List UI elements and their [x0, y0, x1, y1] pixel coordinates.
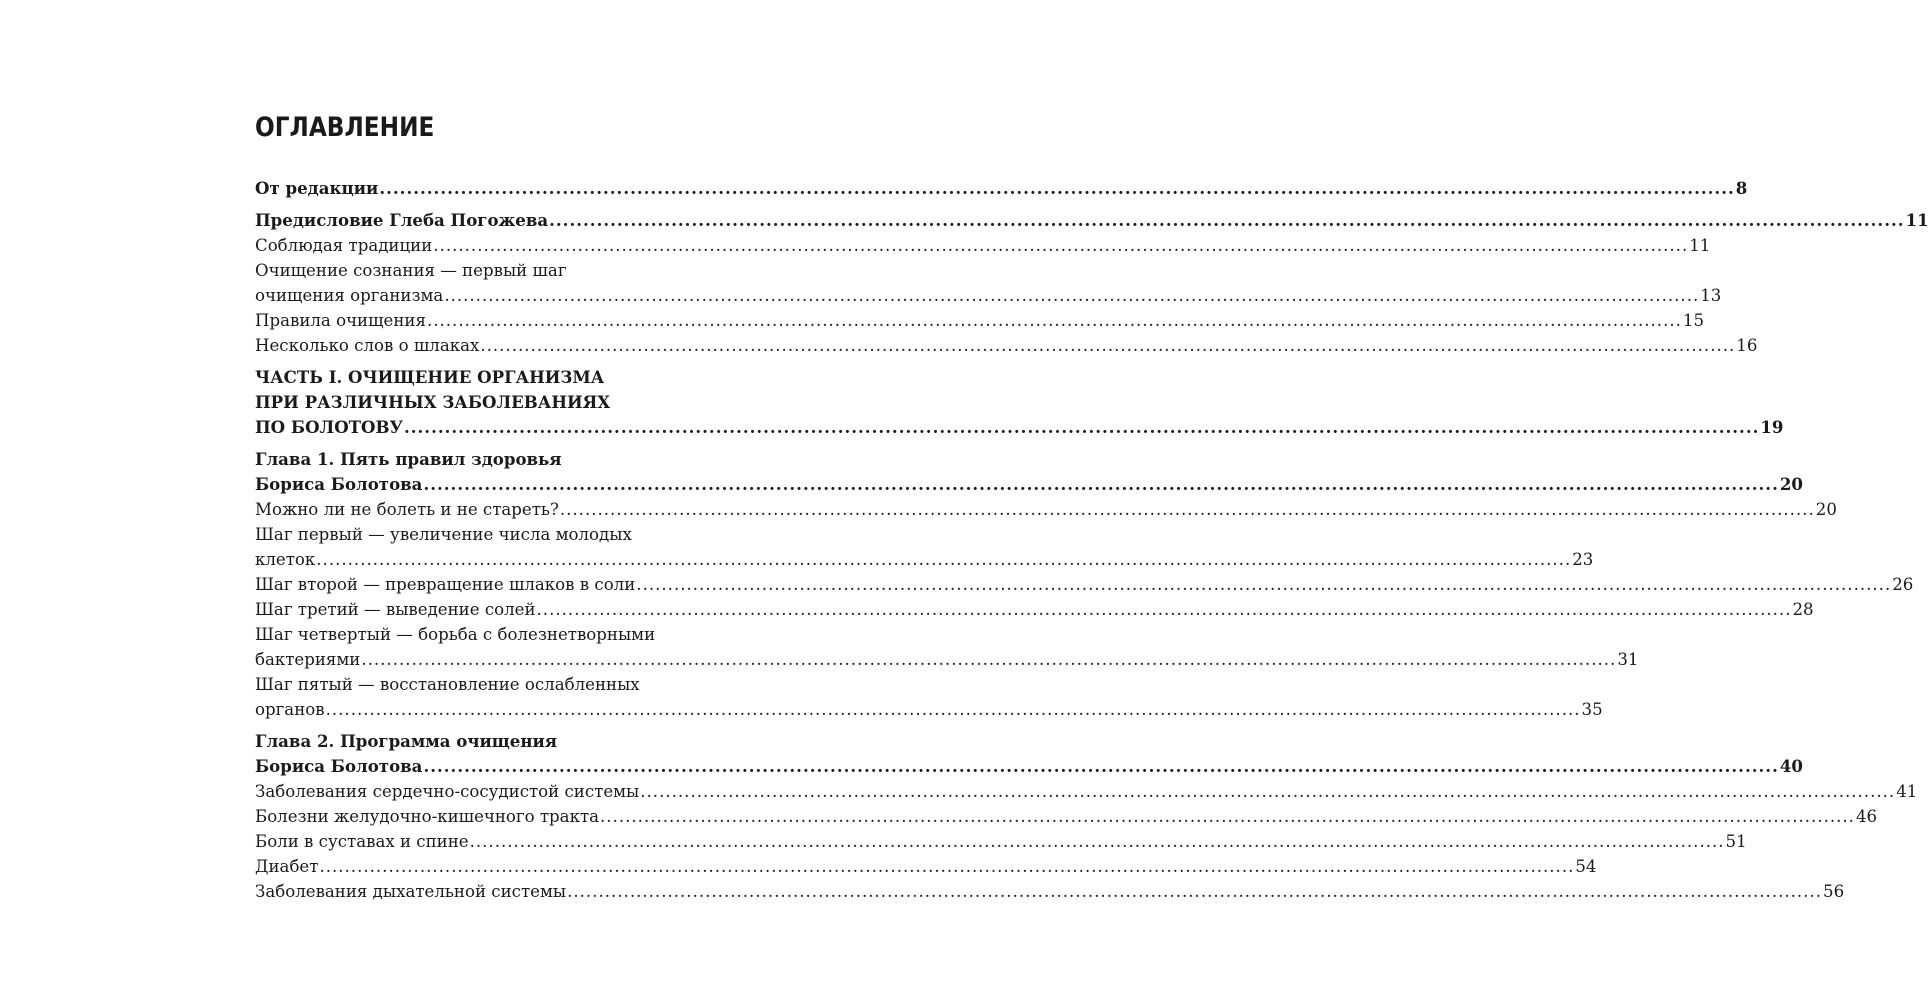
- toc-entry-title: Шаг второй — превращение шлаков в соли: [255, 575, 636, 594]
- toc-line: [255, 729, 746, 754]
- toc-entry-title: Шаг первый — увеличение числа молодых: [255, 525, 632, 544]
- dot-leader: ........................................................................................................................................................................................................: [567, 882, 1823, 901]
- dot-leader: ........................................................................................................................................................................................................: [325, 700, 1581, 719]
- toc-entry[interactable]: [255, 622, 1639, 672]
- page-number: 20: [1779, 474, 1803, 494]
- dot-leader: ........................................................................................................................................................................................................: [426, 311, 1682, 330]
- dot-leader: ........................................................................................................................................................................................................: [636, 575, 1892, 594]
- toc-line: [255, 547, 1594, 572]
- toc-entry-title: Диабет: [255, 857, 319, 876]
- toc-line: [255, 754, 1803, 779]
- toc-entry-title: Несколько слов о шлаках: [255, 336, 480, 355]
- page-number: 11: [1905, 210, 1929, 230]
- page-number: 26: [1892, 575, 1914, 594]
- toc-line: [255, 497, 1837, 522]
- toc-line: [255, 308, 1705, 333]
- toc-line: [255, 390, 746, 415]
- toc-entry[interactable]: [255, 854, 1597, 879]
- page-number: 15: [1682, 311, 1705, 330]
- toc-entry-title: Заболевания дыхательной системы: [255, 882, 567, 901]
- dot-leader: ........................................................................................................................................................................................................: [549, 210, 1905, 230]
- toc-line: [255, 622, 746, 647]
- toc-entry-title: Бориса Болотова: [255, 756, 423, 776]
- toc-line: [255, 829, 1747, 854]
- toc-entry[interactable]: [255, 365, 1784, 440]
- dot-leader: ........................................................................................................................................................................................................: [640, 782, 1896, 801]
- toc-line: [255, 522, 746, 547]
- page-number: 23: [1572, 550, 1594, 569]
- toc-entry[interactable]: [255, 729, 1803, 779]
- toc-entry-title: От редакции: [255, 178, 379, 198]
- dot-leader: ........................................................................................................................................................................................................: [480, 336, 1736, 355]
- toc-line: [255, 597, 1814, 622]
- toc-entry-title: Шаг третий — выведение солей: [255, 600, 536, 619]
- toc-entry-title: Правила очищения: [255, 311, 426, 330]
- toc-line: [255, 233, 1711, 258]
- toc-entry[interactable]: [255, 522, 1594, 572]
- toc-entry[interactable]: [255, 308, 1705, 333]
- toc-entry-title: Предисловие Глеба Погожева: [255, 210, 549, 230]
- dot-leader: ........................................................................................................................................................................................................: [403, 417, 1760, 437]
- toc-entry-title: Можно ли не болеть и не стареть?: [255, 500, 559, 519]
- toc-entry-title: Заболевания сердечно-сосудистой системы: [255, 782, 640, 801]
- dot-leader: ........................................................................................................................................................................................................: [379, 178, 1735, 198]
- toc-entry-title: ПО БОЛОТОВУ: [255, 417, 403, 437]
- toc-line: [255, 572, 1914, 597]
- toc-line: [255, 472, 1803, 497]
- page-title: ОГЛАВЛЕНИЕ: [255, 112, 435, 143]
- toc-line: [255, 258, 746, 283]
- toc-entry[interactable]: [255, 497, 1837, 522]
- dot-leader: ........................................................................................................................................................................................................: [536, 600, 1792, 619]
- toc-entry[interactable]: [255, 258, 1722, 308]
- dot-leader: ........................................................................................................................................................................................................: [423, 756, 1779, 776]
- toc-entry-title: Шаг четвертый — борьба с болезнетворными: [255, 625, 656, 644]
- page-number: 40: [1779, 756, 1803, 776]
- table-of-contents: [255, 176, 1929, 904]
- toc-line: [255, 804, 1878, 829]
- page-number: 41: [1896, 782, 1918, 801]
- dot-leader: ........................................................................................................................................................................................................: [559, 500, 1815, 519]
- page-number: 16: [1736, 336, 1758, 355]
- toc-line: [255, 176, 1748, 201]
- page-number: 56: [1823, 882, 1845, 901]
- toc-entry-title: Очищение сознания — первый шаг: [255, 261, 567, 280]
- toc-entry-title: ПРИ РАЗЛИЧНЫХ ЗАБОЛЕВАНИЯХ: [255, 392, 611, 412]
- toc-entry[interactable]: [255, 233, 1711, 258]
- toc-entry[interactable]: [255, 333, 1758, 358]
- toc-entry-title: ЧАСТЬ I. ОЧИЩЕНИЕ ОРГАНИЗМА: [255, 367, 605, 387]
- toc-entry[interactable]: [255, 208, 1929, 233]
- dot-leader: ........................................................................................................................................................................................................: [423, 474, 1779, 494]
- toc-line: [255, 283, 1722, 308]
- dot-leader: ........................................................................................................................................................................................................: [361, 650, 1617, 669]
- toc-entry[interactable]: [255, 447, 1803, 497]
- toc-entry-title: Соблюдая традиции: [255, 236, 433, 255]
- page-number: 28: [1792, 600, 1814, 619]
- toc-entry[interactable]: [255, 829, 1747, 854]
- toc-entry-title: Глава 2. Программа очищения: [255, 731, 558, 751]
- toc-entry[interactable]: [255, 176, 1748, 201]
- toc-line: [255, 879, 1845, 904]
- dot-leader: ........................................................................................................................................................................................................: [600, 807, 1855, 826]
- toc-entry-title: бактериями: [255, 650, 361, 669]
- page-number: 20: [1815, 500, 1837, 519]
- page-number: 13: [1700, 286, 1722, 305]
- toc-entry-title: органов: [255, 700, 325, 719]
- page-number: 19: [1760, 417, 1784, 437]
- toc-entry-title: Бориса Болотова: [255, 474, 423, 494]
- toc-entry[interactable]: [255, 779, 1918, 804]
- toc-line: [255, 333, 1758, 358]
- page-number: 8: [1735, 178, 1748, 198]
- toc-line: [255, 672, 746, 697]
- toc-line: [255, 415, 1784, 440]
- toc-line: [255, 854, 1597, 879]
- toc-line: [255, 208, 1929, 233]
- toc-entry-title: Болезни желудочно-кишечного тракта: [255, 807, 600, 826]
- toc-entry[interactable]: [255, 672, 1603, 722]
- dot-leader: ........................................................................................................................................................................................................: [444, 286, 1700, 305]
- toc-entry[interactable]: [255, 597, 1814, 622]
- toc-entry-title: Шаг пятый — восстановление ослабленных: [255, 675, 640, 694]
- toc-line: [255, 447, 746, 472]
- page-number: 51: [1725, 832, 1747, 851]
- dot-leader: ........................................................................................................................................................................................................: [469, 832, 1725, 851]
- toc-line: [255, 779, 1918, 804]
- toc-line: [255, 647, 1639, 672]
- toc-entry[interactable]: [255, 804, 1878, 829]
- dot-leader: ........................................................................................................................................................................................................: [433, 236, 1689, 255]
- page-number: 11: [1689, 236, 1711, 255]
- dot-leader: ........................................................................................................................................................................................................: [316, 550, 1572, 569]
- page-number: 54: [1575, 857, 1597, 876]
- toc-line: [255, 365, 746, 390]
- page-number: 35: [1581, 700, 1603, 719]
- toc-entry-title: клеток: [255, 550, 316, 569]
- toc-entry-title: Глава 1. Пять правил здоровья: [255, 449, 562, 469]
- toc-entry[interactable]: [255, 879, 1845, 904]
- dot-leader: ........................................................................................................................................................................................................: [319, 857, 1575, 876]
- page-number: 31: [1617, 650, 1639, 669]
- toc-entry-title: Боли в суставах и спине: [255, 832, 469, 851]
- toc-entry-title: очищения организма: [255, 286, 444, 305]
- toc-entry[interactable]: [255, 572, 1914, 597]
- toc-line: [255, 697, 1603, 722]
- page-number: 46: [1855, 807, 1878, 826]
